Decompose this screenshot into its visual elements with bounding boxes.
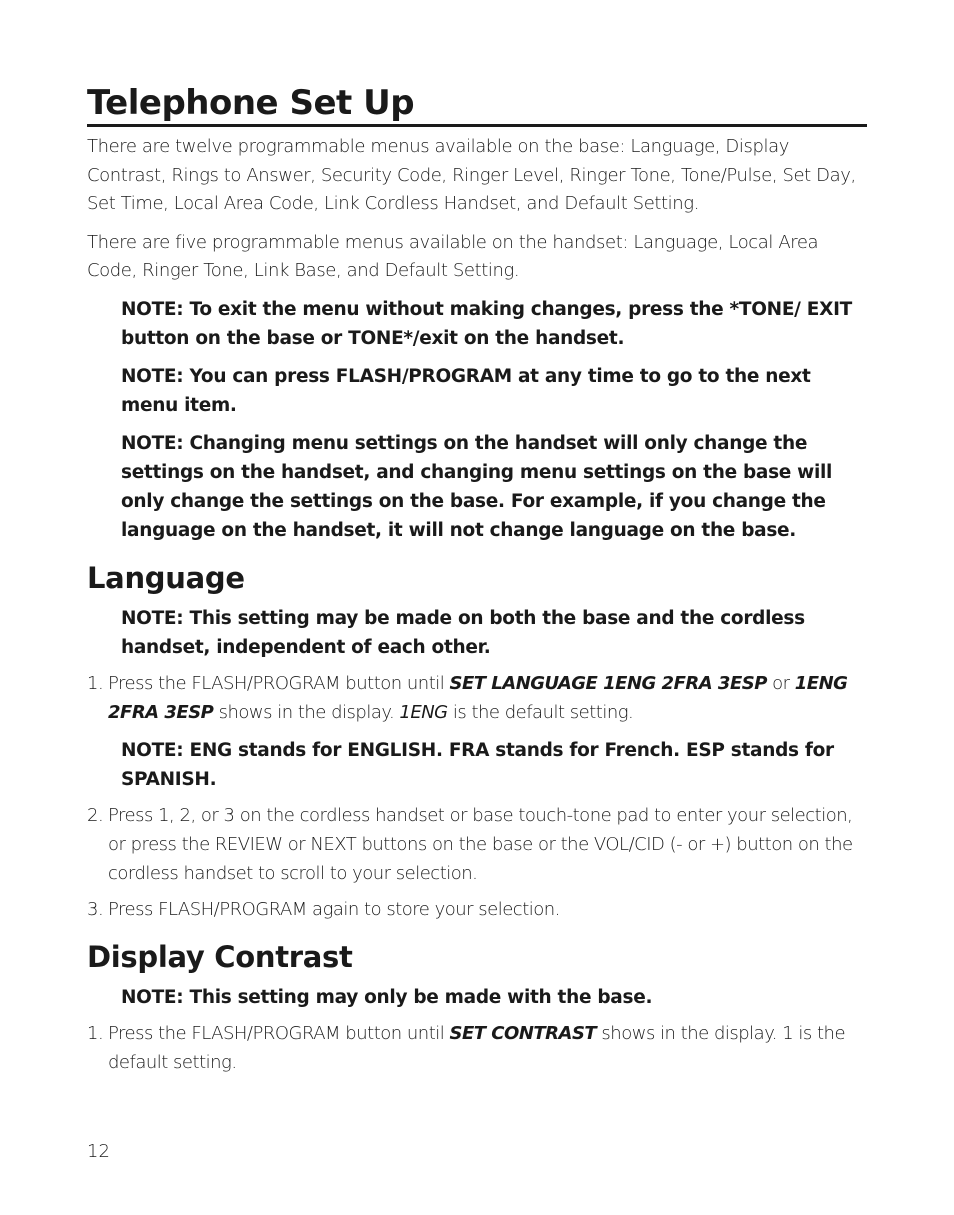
intro-base-menus: There are twelve programmable menus available on the base: Language, Display Contrast, Rings to Answer, Security Code, Ringer Level, Ringer Tone, Tone/Pulse, Set Day, Set Time, Local Area Code, Link Cordless Handset, and Default Setting. [87, 136, 856, 214]
section-heading-language: Language [87, 560, 245, 595]
page-number: 12 [87, 1141, 110, 1162]
contrast-step-1: 1. Press the FLASH/PROGRAM button until SET CONTRAST shows in the display. 1 is the default setting. [87, 1022, 846, 1073]
note-language-codes: NOTE: ENG stands for ENGLISH. FRA stands for French. ESP stands for SPANISH. [121, 739, 834, 790]
language-step-1: 1. Press the FLASH/PROGRAM button until SET LANGUAGE 1ENG 2FRA 3ESP or 1ENG 2FRA 3ESP shows in the display. 1ENG is the default setting. [87, 672, 848, 723]
note-next-menu-item: NOTE: You can press FLASH/PROGRAM at any time to go to the next menu item. [121, 365, 811, 416]
page-content [87, 84, 867, 1077]
section-heading-display-contrast: Display Contrast [87, 939, 353, 974]
page-title: Telephone Set Up [87, 84, 867, 127]
note-settings-independence: NOTE: Changing menu settings on the handset will only change the settings on the handset, and changing menu settings on the base will only change the settings on the base. For example, if you change the language on the handset, it will not change language on the base. [121, 432, 833, 541]
note-language-both: NOTE: This setting may be made on both the base and the cordless handset, independent of each other. [121, 607, 805, 658]
intro-handset-menus: There are five programmable menus available on the handset: Language, Local Area Code, Ringer Tone, Link Base, and Default Setting. [87, 231, 819, 281]
note-exit-menu: NOTE: To exit the menu without making changes, press the *TONE/ EXIT button on the base or TONE*/exit on the handset. [121, 298, 852, 349]
language-step-3: 3. Press FLASH/PROGRAM again to store your selection. [87, 898, 560, 920]
note-contrast-base-only: NOTE: This setting may only be made with the base. [121, 986, 653, 1008]
language-step-2: 2. Press 1, 2, or 3 on the cordless handset or base touch-tone pad to enter your selection, or press the REVIEW or NEXT buttons on the base or the VOL/CID (- or +) button on the cordless handset to scroll to your selection. [87, 804, 853, 884]
